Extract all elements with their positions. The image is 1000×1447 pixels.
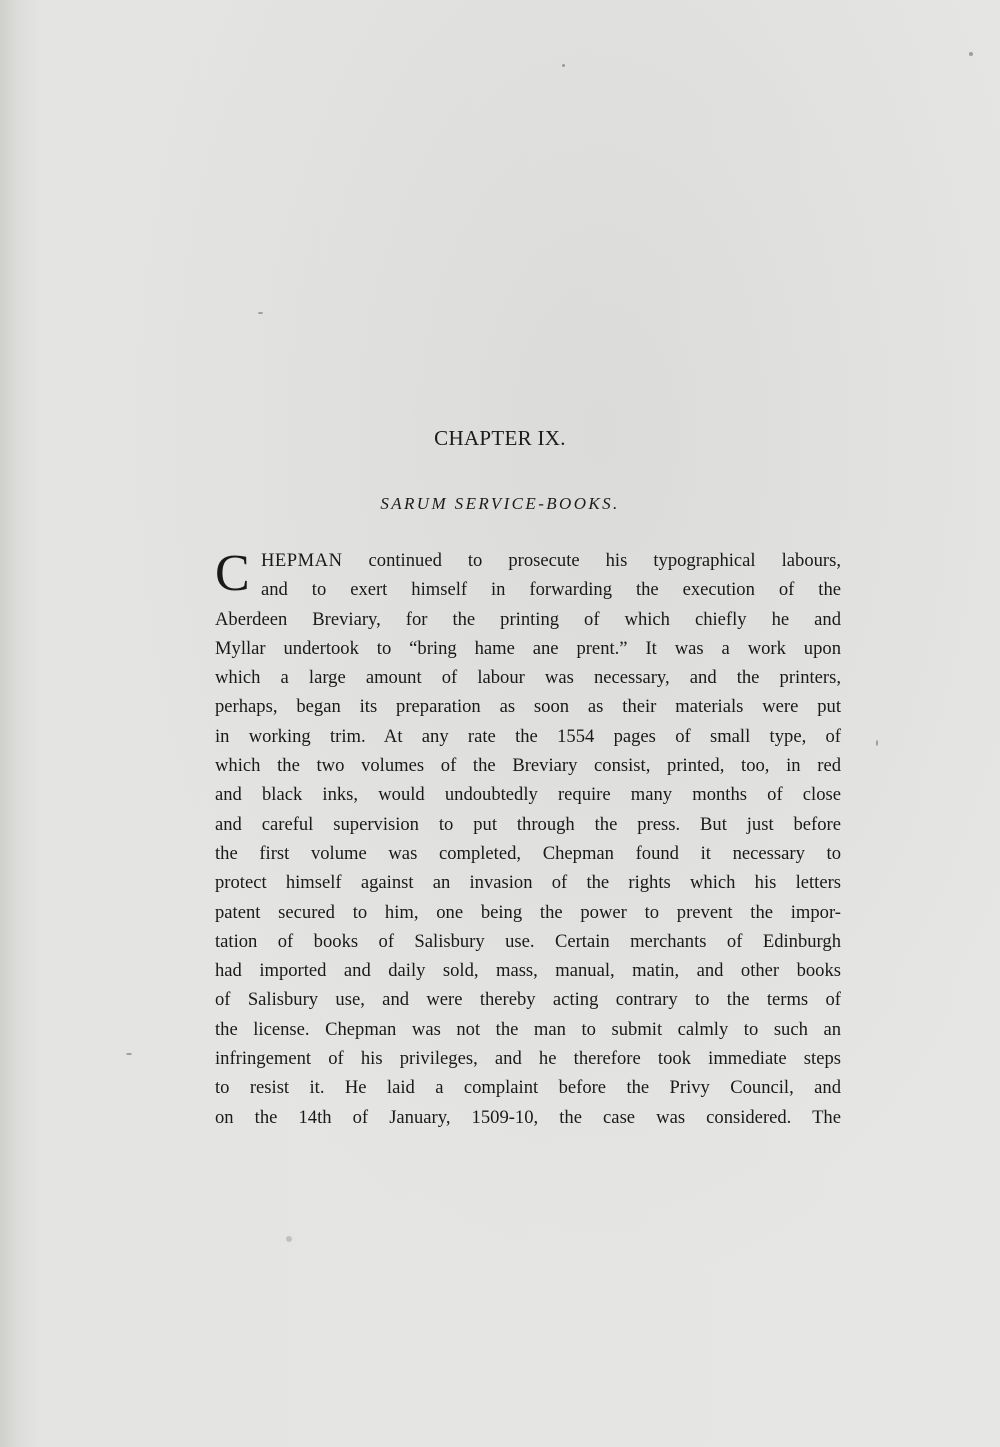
text-line-20: on the 14th of January, 1509-10, the case was considered. The (215, 1106, 841, 1128)
text-line-1 (215, 546, 841, 575)
text-line-16: of Salisbury use, and were thereby acting contrary to the terms of (215, 989, 841, 1011)
drop-cap: C (215, 545, 250, 602)
text-line-9: and black inks, would undoubtedly require many months of close (215, 784, 841, 806)
paper-speck (876, 740, 878, 746)
text-line-6: perhaps, began its preparation as soon as their materials were put (215, 696, 841, 718)
text-line-14: tation of books of Salisbury use. Certain merchants of Edinburgh (215, 930, 841, 952)
chapter-heading: CHAPTER IX. (434, 426, 566, 450)
text-line-4: Myllar undertook to “bring hame ane prent.” It was a work upon (215, 637, 841, 659)
text-line-10: and careful supervision to put through the press. But just before (215, 813, 841, 835)
text-line-12: protect himself against an invasion of the rights which his letters (215, 872, 841, 894)
paper-speck (286, 1236, 292, 1242)
text-line-17: the license. Chepman was not the man to submit calmly to such an (215, 1018, 841, 1040)
chapter-title: SARUM SERVICE-BOOKS. (380, 494, 620, 513)
paper-speck (126, 1053, 132, 1055)
text-line-18: infringement of his privileges, and he therefore took immediate steps (215, 1048, 841, 1070)
text-line-2: and to exert himself in forwarding the execution of the (261, 579, 841, 601)
text-line-5: which a large amount of labour was necessary, and the printers, (215, 667, 841, 689)
paper-speck (969, 52, 973, 56)
body-paragraph (215, 546, 841, 1132)
text-line-7: in working trim. At any rate the 1554 pages of small type, of (215, 725, 841, 747)
text-line-11: the first volume was completed, Chepman found it necessary to (215, 842, 841, 864)
paper-speck (562, 64, 565, 67)
first-word-rest: HEPMAN (261, 550, 343, 571)
text-line-15: had imported and daily sold, mass, manual, matin, and other books (215, 960, 841, 982)
text-line-19: to resist it. He laid a complaint before the Privy Council, and (215, 1077, 841, 1099)
first-line-rest: continued to prosecute his typographical labours, (368, 550, 841, 571)
text-line-8: which the two volumes of the Breviary consist, printed, too, in red (215, 755, 841, 777)
text-line-3: Aberdeen Breviary, for the printing of which chiefly he and (215, 608, 841, 630)
text-line-13: patent secured to him, one being the power to prevent the impor- (215, 901, 841, 923)
paper-speck (258, 312, 263, 314)
